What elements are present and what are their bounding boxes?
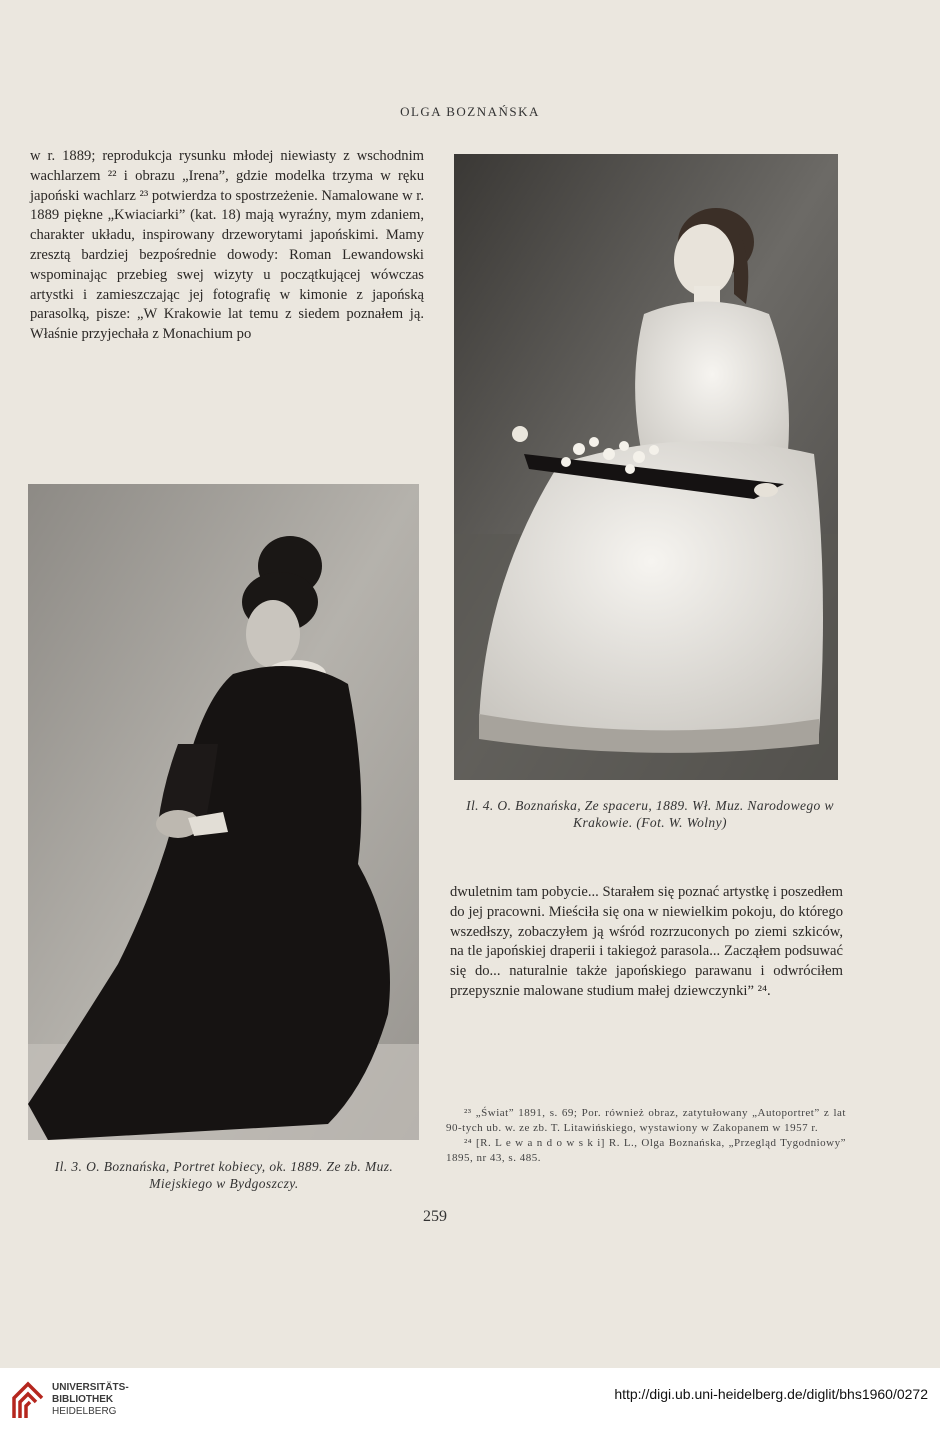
illustration-4-caption: Il. 4. O. Boznańska, Ze spaceru, 1889. Wł. Muz. Narodowego w Krakowie. (Fot. W. Wolny) xyxy=(466,798,834,830)
footer-bar xyxy=(0,1368,940,1436)
body-text-left xyxy=(30,147,424,345)
footnote-23: ²³ „Świat” 1891, s. 69; Por. również obraz, zatytułowany „Autoportret” z lat 90-tych ub. w. ze zb. T. Litawińskiego, wystawiony w Zakopanem w 1957 r. xyxy=(446,1107,846,1134)
logo-line-1: UNIVERSITÄTS- xyxy=(52,1382,129,1393)
running-title: OLGA BOZNAŃSKA xyxy=(400,104,540,119)
paragraph: dwuletnim tam pobycie... Starałem się poznać artystkę i poszedłem do jej pracowni. Mieściła się ona w niewielkim pokoju, do którego wszedłszy, zobaczyłem ją wśród rozrzuconych po ziemi szkiców, na tle japońskiej draperii i takiegoż parasola... Zacząłem podsuwać się do... naturalnie także japońskiego parawanu i odwróciłem przepysznie malowane studium małej dziewczynki” ²⁴. xyxy=(450,884,843,999)
paragraph: w r. 1889; reprodukcja rysunku młodej niewiasty z wschodnim wachlarzem ²² i obrazu „Irena”, gdzie modelka trzyma w ręku japoński wachlarz ²³ potwierdza to spostrzeżenie. Namalowane w r. 1889 piękne „Kwiaciarki” (kat. 18) mają wyraźny, mym zdaniem, charakter układu, inspirowany drzeworytami japońskimi. Mamy zresztą bardziej bezpośrednie dowody: Roman Lewandowski wspominając przebieg swej wizyty u początkującej wówczas artystki i zamieszczając jej fotografię w kimonie z japońską parasolką, pisze: „W Krakowie lat temu z siedem poznałem ją. Właśnie przyjechała z Monachium po xyxy=(30,148,424,343)
footnote-24: ²⁴ [R. L e w a n d o w s k i] R. L., Olga Boznańska, „Przegląd Tygodniowy” 1895, nr 43, s. 485. xyxy=(446,1137,846,1164)
page-number: 259 xyxy=(423,1208,447,1225)
permalink-url[interactable]: http://digi.ub.uni-heidelberg.de/diglit/bhs1960/0272 xyxy=(614,1386,928,1402)
illustration-3-caption: Il. 3. O. Boznańska, Portret kobiecy, ok. 1889. Ze zb. Muz. Miejskiego w Bydgoszczy. xyxy=(54,1159,394,1191)
logo-line-3: HEIDELBERG xyxy=(52,1406,117,1417)
logo-line-2: BIBLIOTHEK xyxy=(52,1394,114,1405)
illustration-4-photo xyxy=(454,154,838,780)
library-logo-text xyxy=(52,1382,129,1418)
illustration-3-photo xyxy=(28,484,419,1140)
body-text-right xyxy=(450,883,843,1002)
library-logo-icon xyxy=(10,1378,46,1426)
footnotes xyxy=(446,1106,846,1166)
